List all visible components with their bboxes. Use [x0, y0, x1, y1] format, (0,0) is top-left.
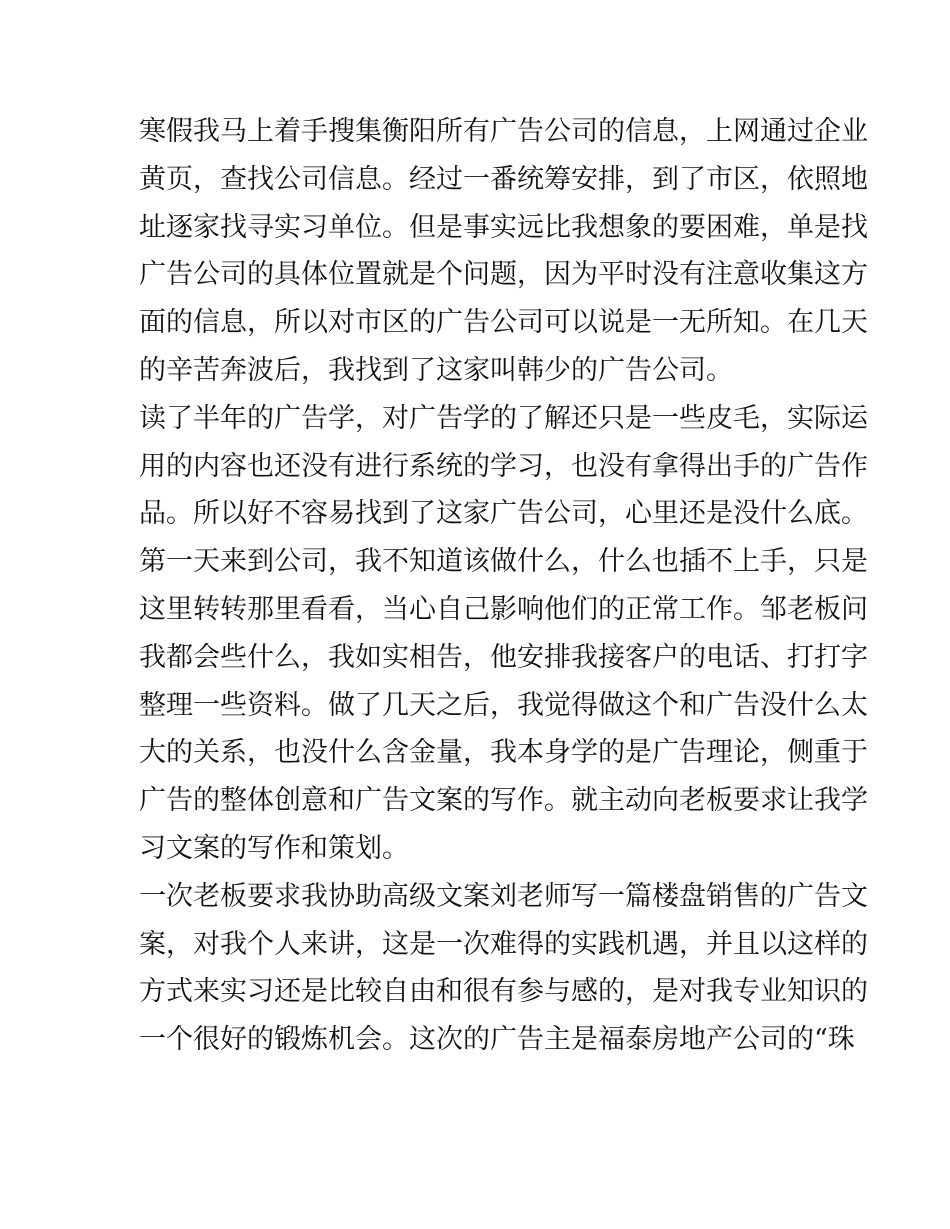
text-line: 这里转转那里看看，当心自己影响他们的正常工作。邹老板问	[139, 593, 868, 625]
text-line: 一个很好的锻炼机会。这次的广告主是福泰房地产公司的“珠	[139, 1024, 855, 1056]
text-line: 品。所以好不容易找到了这家广告公司，心里还是没什么底。	[139, 498, 868, 530]
text-line: 习文案的写作和策划。	[139, 832, 409, 864]
text-line: 址逐家找寻实习单位。但是事实远比我想象的要困难，单是找	[139, 211, 868, 243]
text-line: 案，对我个人来讲，这是一次难得的实践机遇，并且以这样的	[139, 928, 868, 960]
text-line: 读了半年的广告学，对广告学的了解还只是一些皮毛，实际运	[139, 402, 868, 434]
text-line: 面的信息，所以对市区的广告公司可以说是一无所知。在几天	[139, 307, 868, 339]
text-line: 一次老板要求我协助高级文案刘老师写一篇楼盘销售的广告文	[139, 880, 868, 912]
text-line: 黄页，查找公司信息。经过一番统筹安排，到了市区，依照地	[139, 163, 868, 195]
text-line: 大的关系，也没什么含金量，我本身学的是广告理论，侧重于	[139, 737, 868, 769]
body-text	[139, 108, 868, 1064]
text-line: 的辛苦奔波后，我找到了这家叫韩少的广告公司。	[139, 354, 733, 386]
text-line: 第一天来到公司，我不知道该做什么，什么也插不上手，只是	[139, 546, 868, 578]
text-line: 方式来实习还是比较自由和很有参与感的，是对我专业知识的	[139, 976, 868, 1008]
text-line: 广告的整体创意和广告文案的写作。就主动向老板要求让我学	[139, 785, 868, 817]
text-line: 广告公司的具体位置就是个问题，因为平时没有注意收集这方	[139, 259, 868, 291]
text-line: 寒假我马上着手搜集衡阳所有广告公司的信息，上网通过企业	[139, 116, 868, 147]
text-line: 用的内容也还没有进行系统的学习，也没有拿得出手的广告作	[139, 450, 868, 482]
text-line: 整理一些资料。做了几天之后，我觉得做这个和广告没什么太	[139, 689, 868, 721]
text-line: 我都会些什么，我如实相告，他安排我接客户的电话、打打字	[139, 641, 868, 673]
